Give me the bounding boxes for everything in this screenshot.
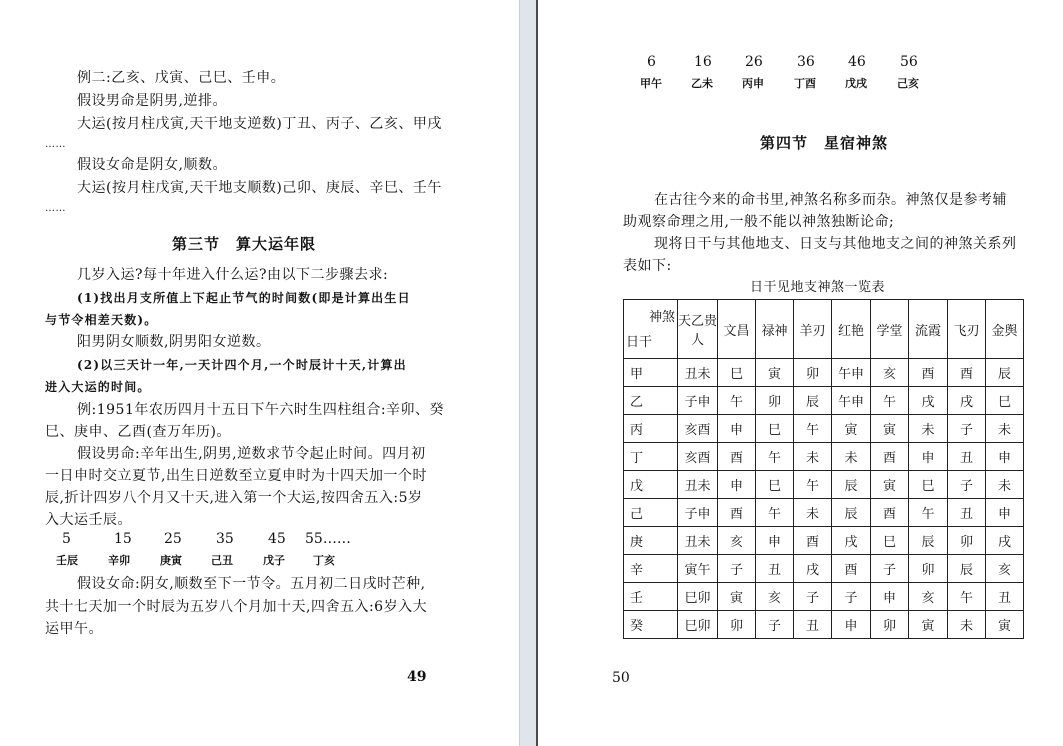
table-cell: 戌 xyxy=(948,387,986,415)
column-header: 天乙贵人 xyxy=(678,300,718,359)
table-cell: 卯 xyxy=(948,527,986,555)
day-stem-cell: 庚 xyxy=(624,527,678,555)
table-row xyxy=(624,387,1024,415)
table-cell: 申 xyxy=(718,415,756,443)
text-line: 巳、庚申、乙酉(查万年历)。 xyxy=(45,424,231,440)
pillar-value: 甲午 xyxy=(640,77,662,90)
table-row xyxy=(624,443,1024,471)
table-cell: 辰 xyxy=(794,387,832,415)
table-cell: 丑 xyxy=(794,611,832,639)
day-stem-cell: 己 xyxy=(624,499,678,527)
table-cell: 午 xyxy=(909,499,948,527)
table-cell: 午 xyxy=(794,415,832,443)
column-header: 飞刃 xyxy=(948,300,986,359)
table-cell: 午 xyxy=(871,387,909,415)
pillar-value: 己亥 xyxy=(897,77,919,90)
table-cell: 寅 xyxy=(832,415,871,443)
table-cell: 酉 xyxy=(718,499,756,527)
table-cell: 巳 xyxy=(986,387,1024,415)
column-header: 学堂 xyxy=(871,300,909,359)
text-line: 几岁入运?每十年进入什么运?由以下二步骤去求: xyxy=(77,267,389,283)
table-row xyxy=(624,555,1024,583)
corner-bottom-label: 日干 xyxy=(626,335,653,350)
table-cell: 巳卯 xyxy=(678,583,718,611)
corner-top-label: 神煞 xyxy=(648,310,675,325)
age-value: 35 xyxy=(216,531,234,547)
text-line: 助观察命理之用,一般不能以神煞独断论命; xyxy=(623,214,895,230)
pillar-row xyxy=(56,552,436,568)
text-line: …… xyxy=(45,139,66,150)
table-cell: 酉 xyxy=(794,527,832,555)
table-cell: 申 xyxy=(832,611,871,639)
text-line: 现将日干与其他地支、日支与其他地支之间的神煞关系列 xyxy=(654,236,1017,252)
table-cell: 申 xyxy=(986,499,1024,527)
section-title: 第四节 星宿神煞 xyxy=(760,134,889,152)
age-value: 56 xyxy=(900,54,918,70)
table-cell: 未 xyxy=(986,415,1024,443)
age-value: 6 xyxy=(647,54,656,70)
pillar-value: 丙申 xyxy=(742,77,764,90)
page-number: 49 xyxy=(407,669,427,685)
section-title: 第三节 算大运年限 xyxy=(172,235,317,253)
table-cell: 亥 xyxy=(871,359,909,387)
table-cell: 未 xyxy=(909,415,948,443)
table-cell: 未 xyxy=(986,471,1024,499)
text-line: (1)找出月支所值上下起止节气的时间数(即是计算出生日 xyxy=(77,291,411,305)
table-cell: 亥 xyxy=(909,583,948,611)
pillar-row xyxy=(640,75,1020,91)
table-cell: 寅 xyxy=(871,471,909,499)
page-gutter xyxy=(519,0,537,746)
text-line: 一日申时交立夏节,出生日逆数至立夏申时为十四天加一个时 xyxy=(45,468,427,484)
table-cell: 子 xyxy=(871,555,909,583)
table-cell: 酉 xyxy=(871,443,909,471)
table-cell: 子申 xyxy=(678,387,718,415)
text-line: 在古往今来的命书里,神煞名称多而杂。神煞仅是参考辅 xyxy=(654,192,1007,208)
table-cell: 寅 xyxy=(986,611,1024,639)
day-stem-cell: 辛 xyxy=(624,555,678,583)
table-cell: 寅 xyxy=(756,359,794,387)
table-cell: 午 xyxy=(948,583,986,611)
table-cell: 申 xyxy=(718,471,756,499)
table-cell: 申 xyxy=(909,443,948,471)
pillar-value: 戊戌 xyxy=(845,77,867,90)
text-line: …… xyxy=(45,203,66,214)
age-row xyxy=(647,54,1027,72)
table-cell: 卯 xyxy=(718,611,756,639)
table-cell: 午 xyxy=(794,471,832,499)
text-line: 表如下: xyxy=(623,258,672,274)
table-cell: 子 xyxy=(948,415,986,443)
table-cell: 子 xyxy=(718,555,756,583)
table-cell: 丑未 xyxy=(678,471,718,499)
text-line: 辰,折计四岁八个月又十天,进入第一个大运,按四舍五入:5岁 xyxy=(45,490,423,506)
table-cell: 子 xyxy=(832,583,871,611)
text-line: 进入大运的时间。 xyxy=(45,380,151,394)
pillar-value: 丁亥 xyxy=(313,554,335,567)
table-cell: 巳 xyxy=(756,471,794,499)
table-cell: 午申 xyxy=(832,387,871,415)
age-value: 5 xyxy=(62,531,71,547)
table-row xyxy=(624,471,1024,499)
text-line: 运甲午。 xyxy=(45,621,103,637)
table-row xyxy=(624,611,1024,639)
table-cell: 巳 xyxy=(718,359,756,387)
column-header: 流霞 xyxy=(909,300,948,359)
text-line: 阳男阴女顺数,阴男阳女逆数。 xyxy=(77,334,271,350)
day-stem-cell: 壬 xyxy=(624,583,678,611)
table-cell: 巳卯 xyxy=(678,611,718,639)
table-cell: 酉 xyxy=(909,359,948,387)
table-cell: 卯 xyxy=(756,387,794,415)
table-cell: 寅 xyxy=(909,611,948,639)
table-row xyxy=(624,499,1024,527)
table-cell: 亥酉 xyxy=(678,415,718,443)
table-row xyxy=(624,415,1024,443)
text-line: 入大运壬辰。 xyxy=(45,512,132,528)
age-value: 46 xyxy=(848,54,866,70)
pillar-value: 己丑 xyxy=(211,554,233,567)
table-cell: 申 xyxy=(871,583,909,611)
table-cell: 辰 xyxy=(986,359,1024,387)
table-cell: 酉 xyxy=(948,359,986,387)
column-header: 羊刃 xyxy=(794,300,832,359)
table-cell: 未 xyxy=(832,443,871,471)
text-line: 假设女命:阴女,顺数至下一节令。五月初二日戌时芒种, xyxy=(77,576,426,592)
page-number: 50 xyxy=(612,670,630,686)
table-cell: 午 xyxy=(756,443,794,471)
text-line: 假设男命是阴男,逆排。 xyxy=(77,93,227,109)
column-header: 金舆 xyxy=(986,300,1024,359)
text-line: 共十七天加一个时辰为五岁八个月加十天,四舍五入:6岁入大 xyxy=(45,599,428,615)
table-cell: 子 xyxy=(794,583,832,611)
table-cell: 戌 xyxy=(986,527,1024,555)
table-cell: 辰 xyxy=(948,555,986,583)
text-line: 大运(按月柱戊寅,天干地支顺数)己卯、庚辰、辛巳、壬午 xyxy=(77,180,442,196)
table-cell: 酉 xyxy=(871,499,909,527)
text-line: 大运(按月柱戊寅,天干地支逆数)丁丑、丙子、乙亥、甲戌 xyxy=(77,116,442,132)
table-cell: 子 xyxy=(948,471,986,499)
table-cell: 丑未 xyxy=(678,359,718,387)
day-stem-cell: 丙 xyxy=(624,415,678,443)
table-cell: 亥 xyxy=(718,527,756,555)
pillar-value: 庚寅 xyxy=(160,554,182,567)
pillar-value: 壬辰 xyxy=(56,554,78,567)
table-cell: 酉 xyxy=(832,555,871,583)
text-line: 假设女命是阴女,顺数。 xyxy=(77,157,227,173)
table-cell: 午申 xyxy=(832,359,871,387)
table-cell: 丑 xyxy=(986,583,1024,611)
table-cell: 巳 xyxy=(756,415,794,443)
table-cell: 卯 xyxy=(909,555,948,583)
table-cell: 寅 xyxy=(871,415,909,443)
column-header: 红艳 xyxy=(832,300,871,359)
table-cell: 巳 xyxy=(909,471,948,499)
table-cell: 寅 xyxy=(718,583,756,611)
table-cell: 巳 xyxy=(871,527,909,555)
age-value: 16 xyxy=(694,54,712,70)
table-cell: 子申 xyxy=(678,499,718,527)
age-row xyxy=(62,531,442,549)
text-line: 与节令相差天数)。 xyxy=(45,313,158,327)
column-header: 禄神 xyxy=(756,300,794,359)
table-row xyxy=(624,527,1024,555)
age-value: 55…… xyxy=(305,531,351,547)
text-line: 例:1951年农历四月十五日下午六时生四柱组合:辛卯、癸 xyxy=(77,402,445,418)
table-cell: 辰 xyxy=(909,527,948,555)
table-cell: 午 xyxy=(756,499,794,527)
table-cell: 卯 xyxy=(794,359,832,387)
age-value: 26 xyxy=(745,54,763,70)
pillar-value: 丁酉 xyxy=(794,77,816,90)
day-stem-cell: 甲 xyxy=(624,359,678,387)
pillar-value: 乙未 xyxy=(691,77,713,90)
day-stem-cell: 丁 xyxy=(624,443,678,471)
table-cell: 卯 xyxy=(871,611,909,639)
table-cell: 戌 xyxy=(794,555,832,583)
table-cell: 戌 xyxy=(909,387,948,415)
table-cell: 未 xyxy=(794,499,832,527)
age-value: 45 xyxy=(268,531,286,547)
pillar-value: 辛卯 xyxy=(108,554,130,567)
left-page xyxy=(0,0,519,746)
table-header-row xyxy=(624,300,1024,359)
table-caption: 日干见地支神煞一览表 xyxy=(750,280,886,295)
table-cell: 寅午 xyxy=(678,555,718,583)
table-cell: 午 xyxy=(718,387,756,415)
table-cell: 辰 xyxy=(832,499,871,527)
table-cell: 亥酉 xyxy=(678,443,718,471)
age-value: 25 xyxy=(164,531,182,547)
day-stem-cell: 乙 xyxy=(624,387,678,415)
table-cell: 丑 xyxy=(948,443,986,471)
pillar-value: 戊子 xyxy=(263,554,285,567)
corner-header xyxy=(624,300,678,359)
table-cell: 申 xyxy=(756,527,794,555)
table-cell: 未 xyxy=(794,443,832,471)
text-line: 假设男命:辛年出生,阴男,逆数求节令起止时间。四月初 xyxy=(77,446,426,462)
table-cell: 丑未 xyxy=(678,527,718,555)
age-value: 36 xyxy=(797,54,815,70)
table-cell: 申 xyxy=(986,443,1024,471)
day-stem-cell: 戊 xyxy=(624,471,678,499)
table-cell: 丑 xyxy=(756,555,794,583)
text-line: (2)以三天计一年,一天计四个月,一个时辰计十天,计算出 xyxy=(77,358,407,372)
table-cell: 辰 xyxy=(832,471,871,499)
column-header: 文昌 xyxy=(718,300,756,359)
table-cell: 亥 xyxy=(986,555,1024,583)
shensha-table xyxy=(623,299,1024,639)
day-stem-cell: 癸 xyxy=(624,611,678,639)
table-row xyxy=(624,359,1024,387)
table-cell: 子 xyxy=(756,611,794,639)
table-cell: 戌 xyxy=(832,527,871,555)
table-cell: 酉 xyxy=(718,443,756,471)
age-value: 15 xyxy=(114,531,132,547)
table-row xyxy=(624,583,1024,611)
text-line: 例二:乙亥、戊寅、己巳、壬申。 xyxy=(77,70,286,86)
table-cell: 丑 xyxy=(948,499,986,527)
table-cell: 亥 xyxy=(756,583,794,611)
table-cell: 未 xyxy=(948,611,986,639)
